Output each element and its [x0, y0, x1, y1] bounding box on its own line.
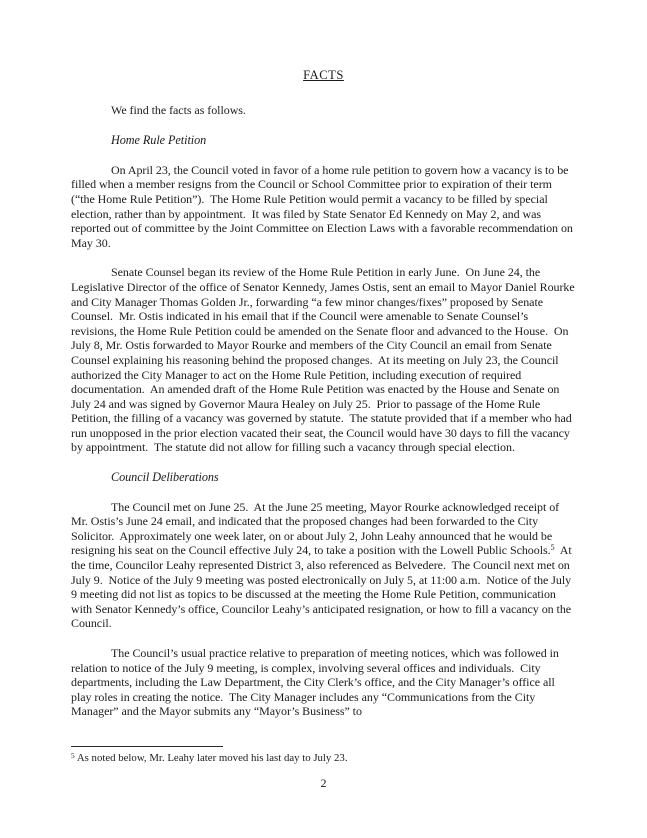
paragraph-home-rule-2: Senate Counsel began its review of the Home Rule Petition in early June. On June 24, the Legislative Director of the office of Senator Kennedy, James Ostis, sent an email to Mayor Daniel Rourke and City Manager Thomas Golden Jr., forwarding “a few minor changes/fixes” proposed by Senate Counsel. Mr. Ostis indicated in his email that if the Council were amenable to Senate Counsel’s revisions, the Home Rule Petition could be amended on the Senate floor and advanced to the House. On July 8, Mr. Ostis forwarded to Mayor Rourke and members of the City Council an email from Senate Counsel explaining his reasoning behind the proposed changes. At its meeting on July 23, the Council authorized the City Manager to act on the Home Rule Petition, including execution of required documentation. An amended draft of the Home Rule Petition was enacted by the House and Senate on July 24 and was signed by Governor Maura Healey on July 25. Prior to passage of the Home Rule Petition, the filling of a vacancy was governed by statute. The statute provided that if a member who had run unopposed in the prior election vacated their seat, the Council would have 30 days to fill the vacancy by appointment. The statute did not allow for filling such a vacancy through special election. [71, 265, 578, 455]
paragraph-text-before-footnote-ref: The Council met on June 25. At the June 25 meeting, Mayor Rourke acknowledged receipt of Mr. Ostis’s June 24 email, and indicated that the proposed changes had been forwarded to the City Solicitor. Approximately one week later, on or about July 2, John Leahy announced that he would be resigning his seat on the Council effective July 24, to take a position with the Lowell Public Schools. [71, 499, 563, 558]
intro-paragraph: We find the facts as follows. [111, 102, 246, 117]
paragraph-home-rule-1: On April 23, the Council voted in favor of a home rule petition to govern how a vacancy is to be filled when a member resigns from the Council or School Committee prior to expiration of their term (“the Home Rule Petition”). The Home Rule Petition would permit a vacancy to be filled by special election, rather than by appointment. It was filed by State Senator Ed Kennedy on May 2, and was reported out of committee by the Joint Committee on Election Laws with a favorable recommendation on May 30. [71, 162, 576, 250]
section-heading-home-rule-petition: Home Rule Petition [111, 133, 207, 148]
footnote [71, 752, 576, 765]
paragraph-council-deliberations-2: The Council’s usual practice relative to preparation of meeting notices, which was followed in relation to notice of the July 9 meeting, is complex, involving several offices and individuals. City departments, including the Law Department, the City Clerk’s office, and the City Manager’s office all play roles in creating the notice. The City Manager includes any “Communications from the City Manager” and the Mayor submits any “Mayor’s Business” to [71, 646, 562, 719]
paragraph-text-after-footnote-ref: At the time, Councilor Leahy represented District 3, also referenced as Belvedere. The Council next met on July 9. Notice of the July 9 meeting was posted electronically on July 5, at 11:00 a.m. Notice of the July 9 meeting did not list as topics to be discussed at the meeting the Home Rule Petition, communication with Senator Kennedy’s office, Councilor Leahy’s anticipated resignation, or how to fill a vacancy on the Council. [71, 543, 575, 631]
footnote-area [71, 746, 576, 765]
paragraph-council-deliberations-1 [71, 500, 576, 631]
page-title: FACTS [303, 68, 344, 82]
footnote-separator-rule [71, 746, 223, 747]
footnote-marker: 5 [71, 751, 75, 760]
page-number: 2 [320, 776, 327, 790]
footnote-reference-marker: 5 [550, 543, 555, 553]
document-body [71, 68, 576, 734]
footnote-text: As noted below, Mr. Leahy later moved his last day to July 23. [74, 752, 348, 764]
section-heading-council-deliberations: Council Deliberations [111, 470, 219, 485]
